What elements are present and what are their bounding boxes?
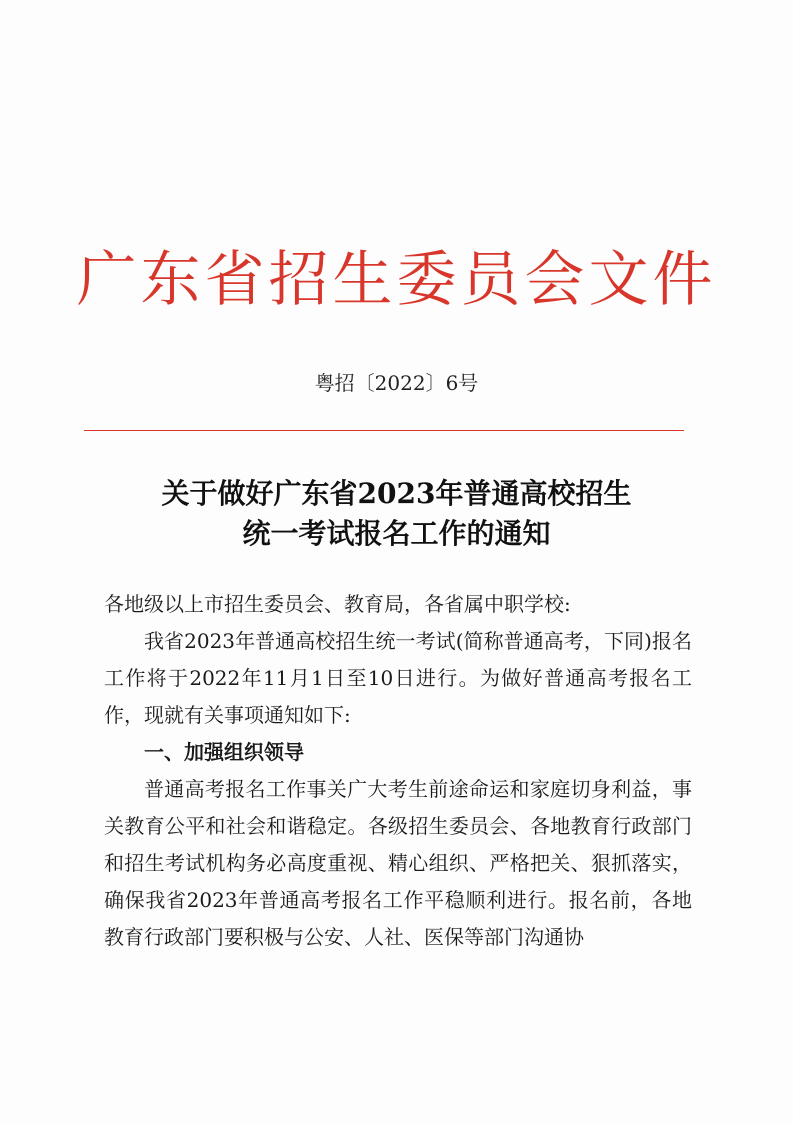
issuing-authority-header: 广东省招生委员会文件 [76,245,717,315]
red-divider-line [84,430,684,431]
notice-title-line-2: 统一考试报名工作的通知 [242,517,551,550]
section-heading-1: 一、加强组织领导 [144,740,304,764]
paragraph-intro: 我省2023年普通高校招生统一考试(简称普通高考，下同)报名工作将于2022年11月1日至10日进行。为做好普通高考报名工作，现就有关事项通知如下: [104,629,692,727]
notice-body [104,586,692,956]
notice-title-line-1: 关于做好广东省2023年普通高校招生 [161,477,632,510]
document-number: 粤招〔2022〕6号 [314,371,479,395]
paragraph-organization: 普通高考报名工作事关广大考生前途命运和家庭切身利益，事关教育公平和社会和谐稳定。各级招生委员会、各地教育行政部门和招生考试机构务必高度重视、精心组织、严格把关、狠抓落实，确保我省2023年普通高考报名工作平稳顺利进行。报名前，各地教育行政部门要积极与公安、人社、医保等部门沟通协 [104,777,692,949]
addressee: 各地级以上市招生委员会、教育局，各省属中职学校: [104,592,571,616]
notice-title [0,474,793,554]
